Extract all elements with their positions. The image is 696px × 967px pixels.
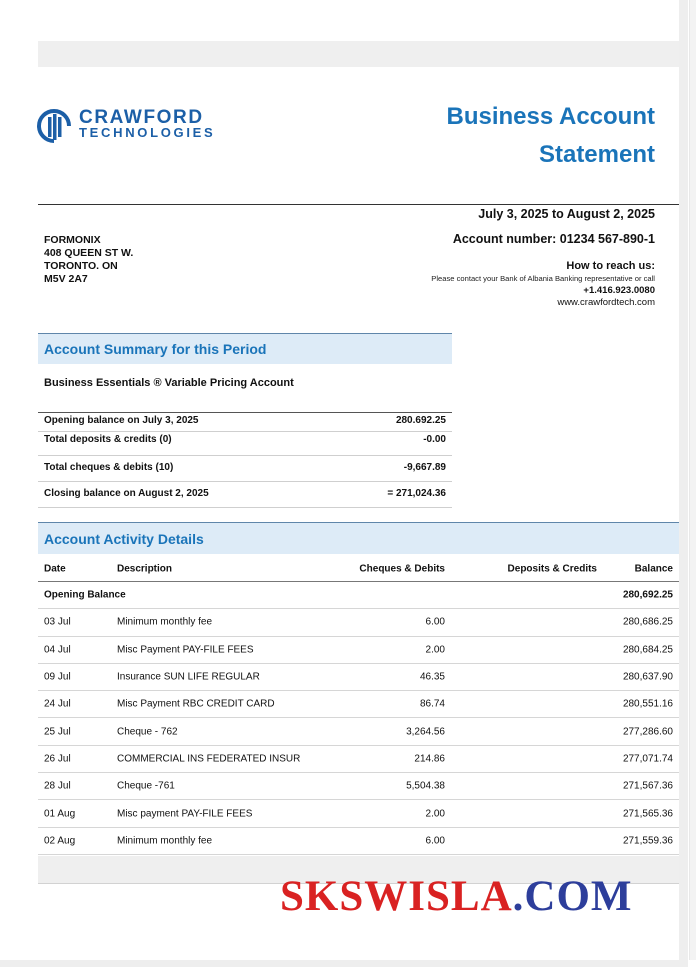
contact-website: www.crawfordtech.com <box>557 297 655 308</box>
summary-value: -0.00 <box>423 434 446 445</box>
summary-label: Opening balance on July 3, 2025 <box>44 415 199 426</box>
row-balance: 280,637.90 <box>622 671 673 683</box>
summary-rule <box>38 455 452 456</box>
summary-value: 280.692.25 <box>395 415 446 426</box>
row-description: Misc Payment PAY-FILE FEES <box>117 644 254 656</box>
summary-row <box>38 412 452 432</box>
table-row <box>38 637 679 664</box>
vertical-scrollbar[interactable] <box>688 0 696 967</box>
header-divider <box>38 204 679 205</box>
row-debit: 86.74 <box>419 698 445 710</box>
summary-value: -9,667.89 <box>403 462 446 473</box>
row-debit: 214.86 <box>414 753 445 765</box>
row-debit: 2.00 <box>425 644 445 656</box>
table-row <box>38 773 679 800</box>
row-date: 02 Aug <box>44 835 76 847</box>
row-balance: 280,551.16 <box>622 698 673 710</box>
customer-name: FORMONIX <box>44 234 101 246</box>
title-line-2: Statement <box>538 141 655 168</box>
row-description: Minimum monthly fee <box>117 835 213 847</box>
summary-row <box>38 459 452 479</box>
row-balance: 271,565.36 <box>622 808 673 820</box>
column-description: Description <box>117 563 173 575</box>
summary-row <box>38 485 452 505</box>
row-debit: 5,504.38 <box>406 780 445 792</box>
table-row <box>38 800 679 827</box>
table-row <box>38 691 679 718</box>
summary-rule <box>38 481 452 482</box>
table-row <box>38 718 679 745</box>
row-debit: 6.00 <box>425 616 445 628</box>
activity-table <box>38 557 679 855</box>
row-balance: 280,684.25 <box>622 644 673 656</box>
row-debit: 2.00 <box>425 808 445 820</box>
activity-heading: Account Activity Details <box>38 522 679 554</box>
table-header-row <box>38 557 679 582</box>
customer-postal: M5V 2A7 <box>44 273 88 285</box>
row-description: Misc Payment RBC CREDIT CARD <box>117 698 275 710</box>
contact-block <box>431 260 655 309</box>
table-row <box>38 664 679 691</box>
document-title <box>447 98 656 174</box>
summary-label: Closing balance on August 2, 2025 <box>44 488 209 499</box>
row-description: Misc payment PAY-FILE FEES <box>117 808 253 820</box>
row-balance: 277,071.74 <box>622 753 673 765</box>
row-balance: 271,559.36 <box>622 835 673 847</box>
title-line-1: Business Account <box>446 103 655 130</box>
column-debits: Cheques & Debits <box>359 563 445 575</box>
row-description: Insurance SUN LIFE REGULAR <box>117 671 260 683</box>
column-credits: Deposits & Credits <box>507 563 597 575</box>
row-date: 24 Jul <box>44 698 71 710</box>
row-date: 03 Jul <box>44 616 71 628</box>
summary-row <box>38 431 452 451</box>
customer-street: 408 QUEEN ST W. <box>44 247 134 259</box>
row-date: 09 Jul <box>44 671 71 683</box>
statement-period: July 3, 2025 to August 2, 2025 <box>478 207 655 221</box>
column-balance: Balance <box>634 563 673 575</box>
watermark-part-2: .COM <box>512 873 633 920</box>
opening-balance-row <box>38 582 679 609</box>
row-debit: 3,264.56 <box>406 726 445 738</box>
watermark-text <box>280 872 633 921</box>
column-date: Date <box>44 563 66 575</box>
brand-name: CRAWFORD <box>79 107 204 128</box>
contact-phone: +1.416.923.0080 <box>583 285 655 296</box>
account-number: Account number: 01234 567-890-1 <box>452 232 655 246</box>
summary-value: = 271,024.36 <box>387 488 446 499</box>
row-date: 26 Jul <box>44 753 71 765</box>
row-date: 25 Jul <box>44 726 71 738</box>
contact-heading: How to reach us: <box>566 260 655 272</box>
summary-rule <box>38 507 452 508</box>
customer-address <box>44 234 133 286</box>
row-debit: 46.35 <box>419 671 445 683</box>
row-description: Cheque - 762 <box>117 726 178 738</box>
company-logo <box>37 106 247 146</box>
crawford-logo-icon <box>37 109 71 143</box>
row-date: 01 Aug <box>44 808 76 820</box>
contact-note: Please contact your Bank of Albania Banking representative or call <box>431 274 655 283</box>
table-row <box>38 609 679 636</box>
row-description: Minimum monthly fee <box>117 616 213 628</box>
customer-city: TORONTO. ON <box>44 260 118 272</box>
header-band <box>38 41 679 67</box>
scrollbar-thumb[interactable] <box>689 0 696 960</box>
row-description: COMMERCIAL INS FEDERATED INSUR <box>117 753 301 765</box>
row-balance: 277,286.60 <box>622 726 673 738</box>
opening-balance: 280,692.25 <box>622 589 673 601</box>
account-type: Business Essentials ® Variable Pricing Account <box>44 377 294 389</box>
row-date: 28 Jul <box>44 780 71 792</box>
opening-label: Opening Balance <box>44 589 126 601</box>
row-description: Cheque -761 <box>117 780 175 792</box>
row-date: 04 Jul <box>44 644 71 656</box>
summary-heading: Account Summary for this Period <box>38 333 452 364</box>
summary-label: Total deposits & credits (0) <box>44 434 172 445</box>
summary-label: Total cheques & debits (10) <box>44 462 174 473</box>
table-row <box>38 828 679 855</box>
table-row <box>38 746 679 773</box>
row-balance: 280,686.25 <box>622 616 673 628</box>
row-balance: 271,567.36 <box>622 780 673 792</box>
watermark-part-1: SKSWISLA <box>280 873 513 920</box>
brand-tagline: TECHNOLOGIES <box>79 125 216 140</box>
row-debit: 6.00 <box>425 835 445 847</box>
